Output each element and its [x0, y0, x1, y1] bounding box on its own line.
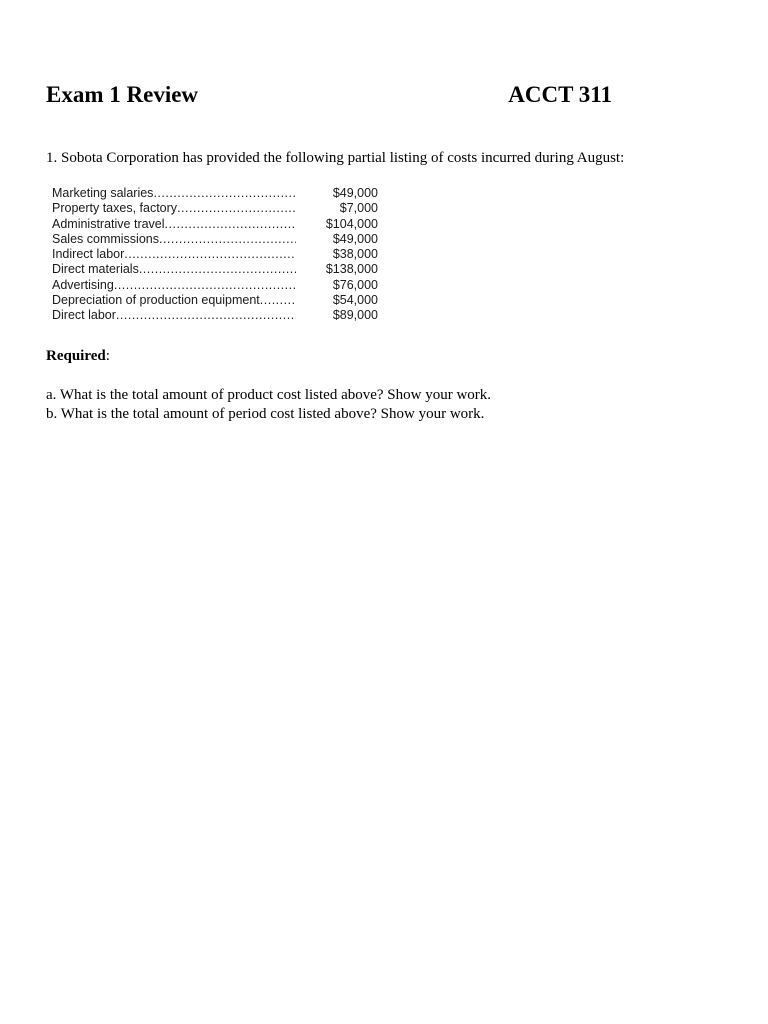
cost-label: Indirect labor [52, 247, 125, 262]
cost-row [52, 247, 378, 262]
leader-dots [124, 247, 296, 262]
cost-label: Direct labor [52, 308, 116, 323]
cost-value: $76,000 [332, 277, 378, 292]
cost-label: Depreciation of production equipment [52, 293, 260, 308]
sub-question-a: a. What is the total amount of product cost listed above? Show your work. [46, 387, 492, 403]
cost-row [52, 217, 378, 232]
cost-row [52, 293, 378, 308]
cost-value: $89,000 [332, 308, 378, 323]
cost-row [52, 308, 378, 323]
question-text: 1. Sobota Corporation has provided the following partial listing of costs incurred during August: [46, 150, 625, 166]
leader-dots [260, 293, 296, 308]
cost-row [52, 186, 378, 201]
cost-value: $138,000 [325, 262, 378, 277]
sub-question-b: b. What is the total amount of period cost listed above? Show your work. [46, 406, 485, 422]
leader-dots [153, 186, 296, 201]
cost-label: Sales commissions [52, 231, 159, 246]
cost-value: $54,000 [332, 293, 378, 308]
cost-value: $38,000 [332, 247, 378, 262]
cost-label: Property taxes, factory [52, 201, 178, 216]
cost-label: Administrative travel [52, 216, 165, 231]
header [46, 82, 612, 114]
cost-value: $104,000 [325, 216, 378, 231]
leader-dots [159, 232, 296, 247]
cost-value: $49,000 [332, 231, 378, 246]
cost-label: Advertising [52, 277, 114, 292]
required-heading [46, 348, 110, 365]
leader-dots [116, 308, 296, 323]
required-colon: : [105, 348, 110, 364]
cost-row [52, 262, 378, 277]
leader-dots [114, 278, 296, 293]
cost-row [52, 278, 378, 293]
leader-dots [177, 201, 296, 216]
cost-label: Marketing salaries [52, 186, 154, 200]
cost-value: $49,000 [332, 186, 378, 200]
cost-row [52, 201, 378, 216]
required-label: Required [46, 348, 106, 364]
cost-value: $7,000 [339, 201, 378, 216]
course-code: ACCT 311 [508, 82, 612, 107]
cost-row [52, 232, 378, 247]
cost-label: Direct materials [52, 262, 139, 277]
document-title: Exam 1 Review [46, 82, 199, 107]
leader-dots [139, 262, 296, 277]
leader-dots [165, 217, 296, 232]
cost-listing [52, 186, 378, 324]
